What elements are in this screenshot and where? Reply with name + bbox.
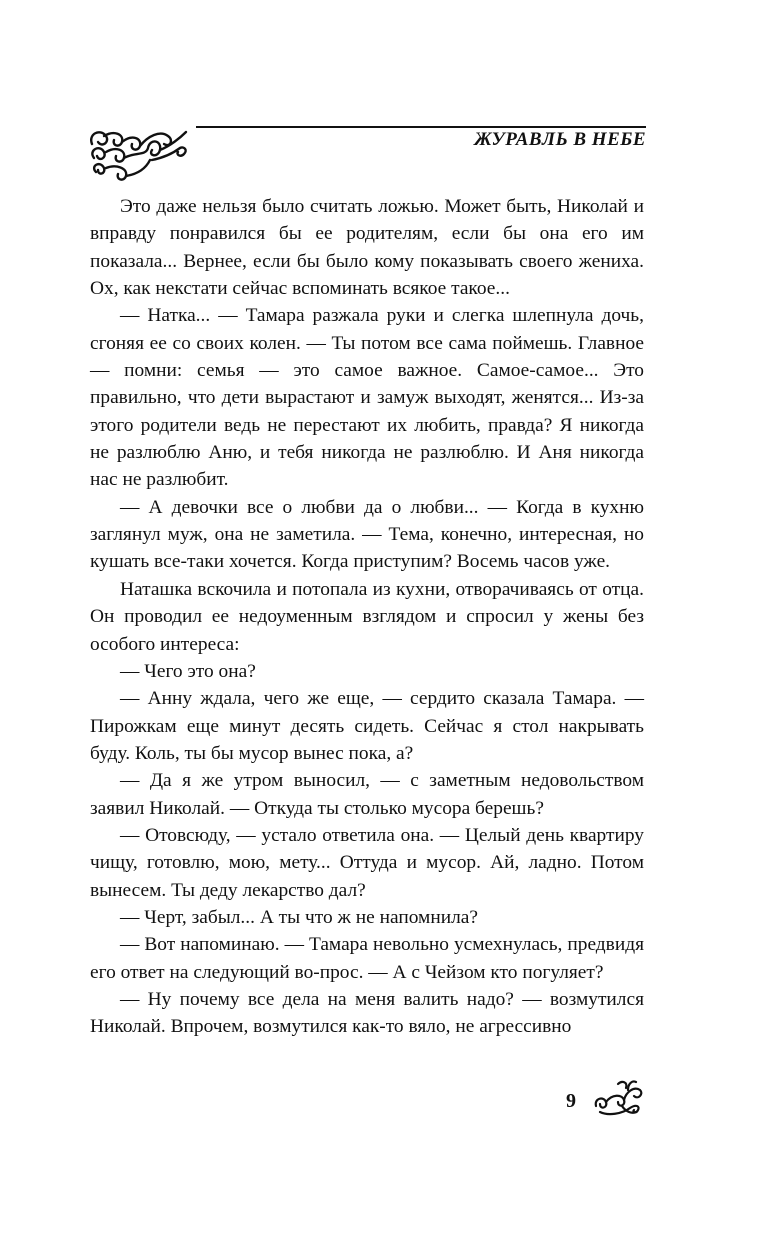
body-text	[90, 193, 644, 1041]
paragraph: — Да я же утром выносил, — с заметным недовольством заявил Николай. — Откуда ты столько мусора берешь?	[90, 770, 644, 819]
page-number: 9	[566, 1090, 576, 1112]
paragraph: — Натка... — Тамара разжала руки и слегка шлепнула дочь, сгоняя ее со своих колен. — Ты потом все сама поймешь. Главное — помни: семья — это самое важное. Самое-самое... Это правильно, что дети вырастают и замуж выходят, женятся... Из-за этого родители ведь не перестают их любить, правда? Я никогда не разлюблю Аню, и тебя никогда не разлюблю. И Аня никогда нас не разлюбит.	[90, 305, 644, 491]
header-rule	[196, 126, 646, 128]
paragraph: — Ну почему все дела на меня валить надо? — возмутился Николай. Впрочем, возмутился как-то вяло, не агрессивно	[90, 988, 644, 1038]
footer-flourish-ornament	[592, 1076, 644, 1118]
paragraph: — А девочки все о любви да о любви... — Когда в кухню заглянул муж, она не заметила. — Тема, конечно, интересная, но кушать все-таки хочется. Когда приступим? Восемь часов уже.	[90, 496, 644, 573]
paragraph: — Чего это она?	[120, 660, 256, 682]
paragraph: — Отовсюду, — устало ответила она. — Целый день квартиру чищу, готовлю, мою, мету... Оттуда и мусор. Ай, ладно. Потом вынесем. Ты деду лекарство дал?	[90, 824, 644, 901]
paragraph: Это даже нельзя было считать ложью. Может быть, Николай и вправду понравился бы ее родителям, если бы она его им показала... Вернее, если бы было кому показывать своего жениха. Ох, как некстати сейчас вспоминать всякое такое...	[90, 196, 644, 300]
header-flourish-ornament	[86, 124, 192, 186]
paragraph: — Черт, забыл... А ты что ж не напомнила?	[120, 906, 478, 928]
running-title: ЖУРАВЛЬ В НЕБЕ	[474, 129, 646, 150]
paragraph: — Анну ждала, чего же еще, — сердито сказала Тамара. — Пирожкам еще минут десять сидеть. Сейчас я стол накрывать буду. Коль, ты бы мусор вынес пока, а?	[90, 688, 644, 764]
paragraph: Наташка вскочила и потопала из кухни, отворачиваясь от отца. Он проводил ее недоуменным взглядом и спросил у жены без особого интереса:	[90, 578, 644, 655]
paragraph: — Вот напоминаю. — Тамара невольно усмехнулась, предвидя его ответ на следующий во-прос. — А с Чейзом кто погуляет?	[90, 934, 644, 983]
